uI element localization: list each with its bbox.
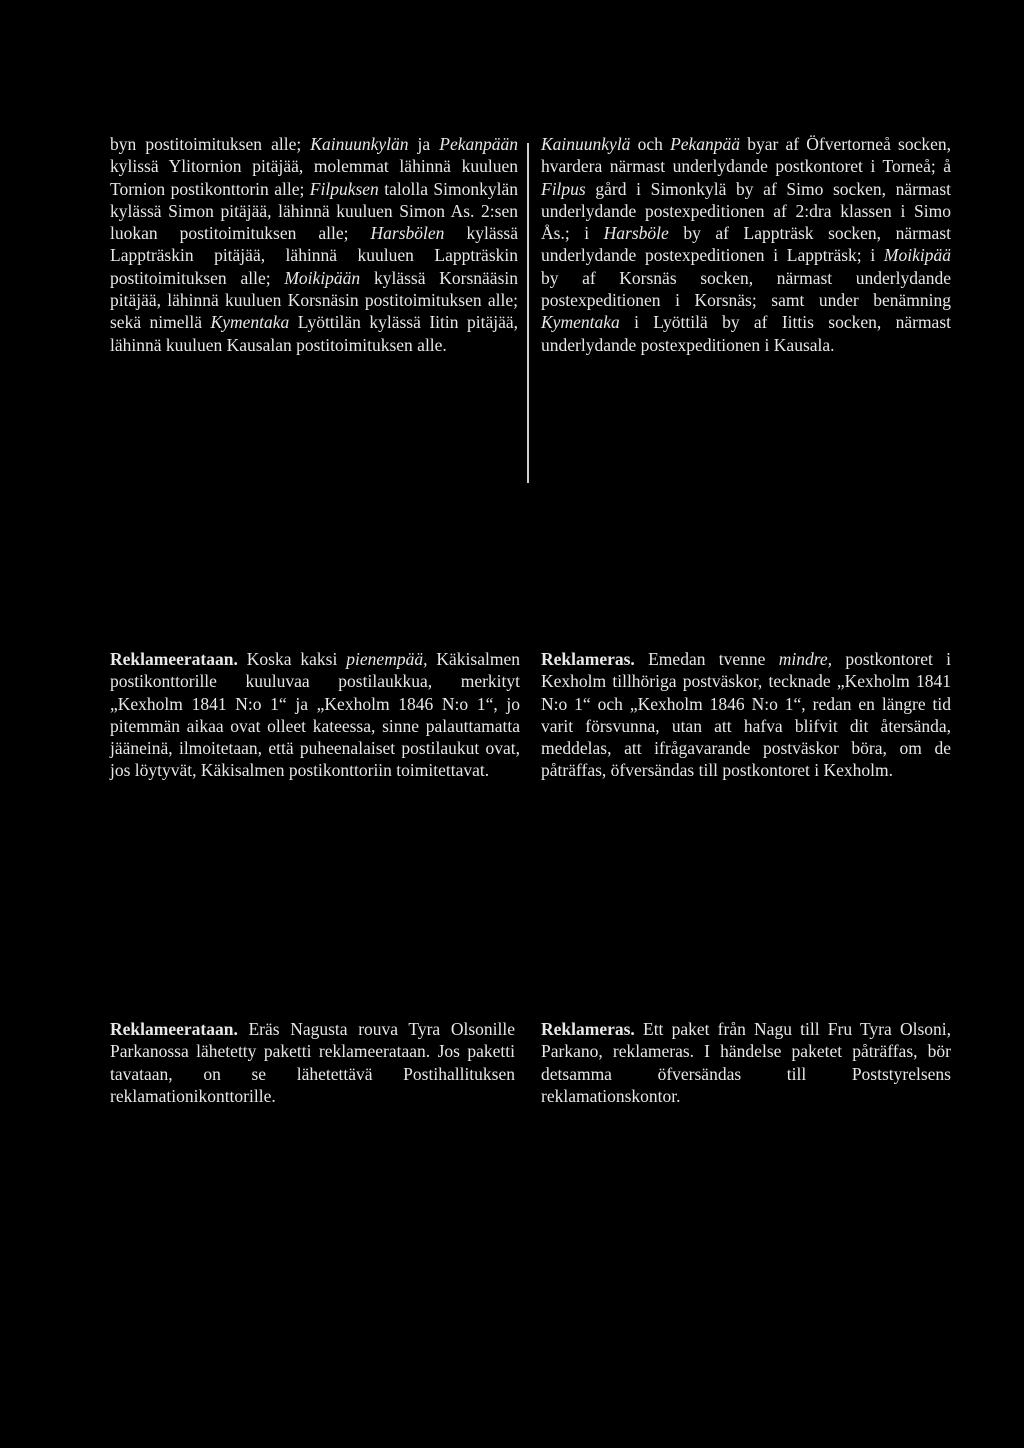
- text-run: kylissä Ylitornion pitäjää, molemmat lähinnä kuuluen Tornion postikonttorin alle;: [110, 156, 518, 199]
- place-name: Pekanpään: [439, 134, 518, 154]
- text-run: Lyöttilän kylässä Iitin pitäjää, lähinnä kuuluen Kausalan postitoimituksen alle.: [110, 312, 518, 355]
- text-run: talolla Simonkylän kylässä Simon pitäjää, lähinnä kuuluen Simon As. 2:sen luokan postitoimituksen alle;: [110, 178, 518, 244]
- text-run: byn postitoimituksen alle;: [110, 134, 311, 154]
- place-name: Kymentaka: [541, 312, 620, 333]
- notice-label: Reklameerataan.: [110, 1019, 238, 1039]
- text-run: Emedan tvenne: [634, 649, 779, 669]
- column-divider: [527, 143, 529, 483]
- text-run: postkontoret i Kexholm tillhöriga postväskor, tecknade „Kexholm 1841 N:o 1“ och „Kexholm 1846 N:o 1“, redan en längre tid varit försvunna, utan att hafva blifvit dit återsända, meddelas, att ifrågavarande postväskor böra, om de påträffas, öfversändas till postkontoret i Kexholm.: [541, 649, 951, 781]
- notice-label: Reklameerataan.: [110, 649, 238, 669]
- place-name: Harsbölen: [370, 223, 445, 244]
- finnish-post-offices-paragraph: [110, 133, 518, 356]
- text-run: Ett paket från Nagu till Fru Tyra Olsoni, Parkano, reklameras. I händelse paketet påträffas, bör detsamma öfversändas till Poststyrelsens reklamationskontor.: [541, 1019, 951, 1106]
- notice-label: Reklameras.: [541, 649, 635, 669]
- text-run: gård i Simonkylä by af Simo socken, närmast underlydande postexpeditionen af 2:dra klassen i Simo Ås.; i: [541, 178, 951, 244]
- place-name: Harsböle: [603, 223, 669, 244]
- place-name: Pekanpää: [670, 134, 741, 154]
- text-run: by af Lappträsk socken, närmast underlydande postexpeditionen i Lappträsk; i: [541, 223, 951, 266]
- text-run: ja: [408, 134, 440, 154]
- place-name: Kainuunkylä: [541, 134, 631, 154]
- place-name: Filpuksen: [309, 178, 379, 199]
- text-run: by af Korsnäs socken, närmast underlydande postexpeditionen i Korsnäs; samt under benämning: [541, 267, 951, 311]
- text-run: Käkisalmen postikonttorille kuuluvaa postilaukkua, merkityt „Kexholm 1841 N:o 1“ ja „Kexholm 1846 N:o 1“, jo pitemmän aikaa ovat olleet kateessa, sinne palauttamatta jääneinä, ilmoitetaan, että puheenalaiset postilaukut ovat, jos löytyvät, Käkisalmen postikonttoriin toimitettavat.: [110, 649, 520, 781]
- text-run: kylässä Korsnääsin pitäjää, lähinnä kuuluen Korsnäsin postitoimituksen alle; sekä nimellä: [110, 267, 518, 333]
- notice-label: Reklameras.: [541, 1019, 635, 1039]
- swedish-mailbag-notice: [541, 648, 951, 782]
- place-name: Filpus: [541, 178, 586, 199]
- text-run: Koska kaksi: [237, 649, 347, 669]
- emphasis: mindre,: [778, 649, 833, 669]
- finnish-mailbag-notice: [110, 648, 520, 782]
- emphasis: pienempää,: [346, 649, 428, 669]
- place-name: Moikipään: [284, 267, 361, 288]
- swedish-parcel-notice: [541, 1018, 951, 1107]
- place-name: Kymentaka: [210, 312, 290, 333]
- text-run: Eräs Nagusta rouva Tyra Olsonille Parkanossa lähetetty paketti reklameerataan. Jos paketti tavataan, on se lähetettävä Postihallituksen reklamationikonttorille.: [110, 1019, 515, 1106]
- finnish-parcel-notice: [110, 1018, 515, 1107]
- text-run: i Lyöttilä by af Iittis socken, närmast underlydande postexpeditionen i Kausala.: [541, 312, 951, 355]
- place-name: Moikipää: [883, 245, 951, 266]
- place-name: Kainuunkylän: [310, 134, 409, 154]
- text-run: kylässä Lappträskin pitäjää, lähinnä kuuluen Lappträskin postitoimituksen alle;: [110, 223, 518, 288]
- text-run: och: [630, 134, 671, 154]
- text-run: byar af Öfvertorneå socken, hvardera närmast underlydande postkontoret i Torneå; å: [541, 134, 951, 177]
- swedish-post-offices-paragraph: [541, 133, 951, 356]
